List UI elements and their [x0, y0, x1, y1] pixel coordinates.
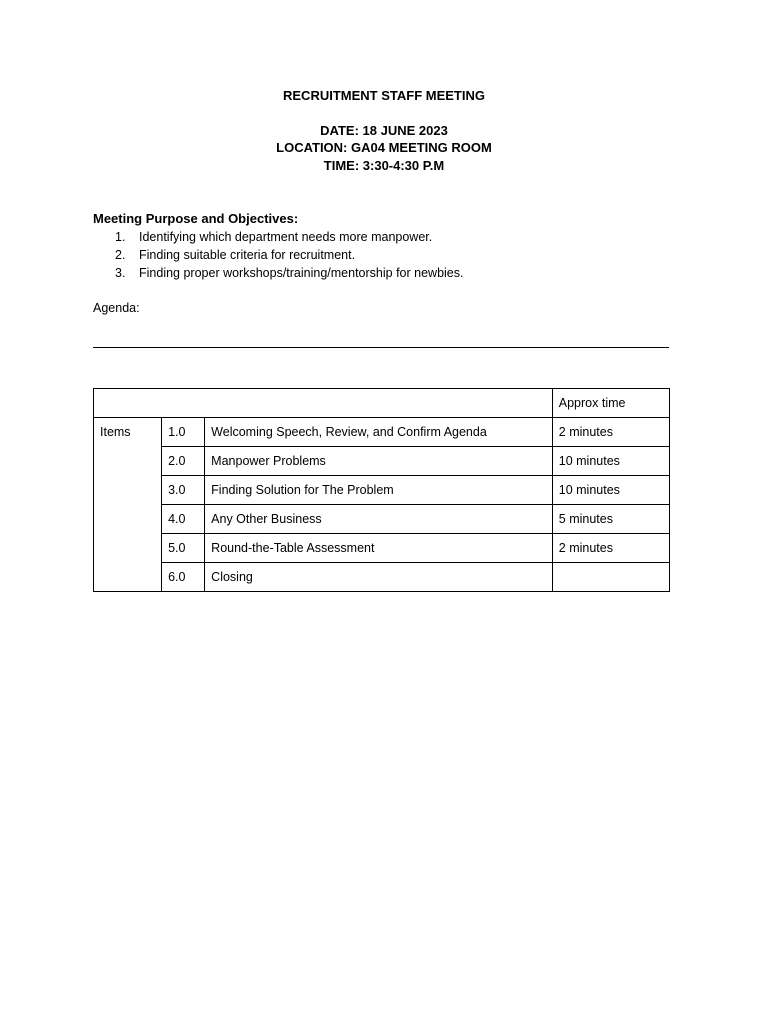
agenda-label: Agenda: [93, 301, 140, 315]
item-time-cell: 5 minutes [552, 505, 669, 534]
item-description-cell: Any Other Business [205, 505, 553, 534]
items-label-cell: Items [94, 418, 162, 592]
objective-item [93, 264, 463, 282]
objective-number: 3. [115, 266, 126, 280]
meeting-time: TIME: 3:30-4:30 P.M [323, 158, 445, 173]
objective-number: 2. [115, 248, 126, 262]
item-number-cell: 2.0 [162, 447, 205, 476]
item-number-cell: 6.0 [162, 563, 205, 592]
item-time-cell [552, 563, 669, 592]
table-row [94, 563, 670, 592]
item-description-cell: Welcoming Speech, Review, and Confirm Agenda [205, 418, 553, 447]
header-blank-cell [94, 389, 553, 418]
item-time-cell: 2 minutes [552, 534, 669, 563]
item-description-cell: Manpower Problems [205, 447, 553, 476]
objective-text: Identifying which department needs more manpower. [139, 230, 433, 244]
item-description-cell: Closing [205, 563, 553, 592]
table-row [94, 505, 670, 534]
item-description-cell: Round-the-Table Assessment [205, 534, 553, 563]
item-time-cell: 10 minutes [552, 476, 669, 505]
item-number-cell: 4.0 [162, 505, 205, 534]
objective-text: Finding proper workshops/training/mentorship for newbies. [139, 266, 464, 280]
objective-item [93, 246, 463, 264]
table-row [94, 418, 670, 447]
item-description-cell: Finding Solution for The Problem [205, 476, 553, 505]
table-row [94, 447, 670, 476]
objective-text: Finding suitable criteria for recruitment. [139, 248, 356, 262]
table-header-row [94, 389, 670, 418]
objective-number: 1. [115, 230, 126, 244]
horizontal-rule [93, 347, 669, 348]
document-title: RECRUITMENT STAFF MEETING [283, 88, 485, 103]
item-time-cell: 2 minutes [552, 418, 669, 447]
item-time-cell: 10 minutes [552, 447, 669, 476]
item-number-cell: 5.0 [162, 534, 205, 563]
objectives-list [93, 228, 463, 282]
item-number-cell: 1.0 [162, 418, 205, 447]
meeting-date: DATE: 18 JUNE 2023 [320, 123, 448, 138]
purpose-heading: Meeting Purpose and Objectives: [93, 211, 299, 226]
table-row [94, 476, 670, 505]
header-time-cell: Approx time [552, 389, 669, 418]
objective-item [93, 228, 463, 246]
item-number-cell: 3.0 [162, 476, 205, 505]
meeting-location: LOCATION: GA04 MEETING ROOM [276, 140, 492, 155]
agenda-table [93, 388, 670, 592]
table-row [94, 534, 670, 563]
